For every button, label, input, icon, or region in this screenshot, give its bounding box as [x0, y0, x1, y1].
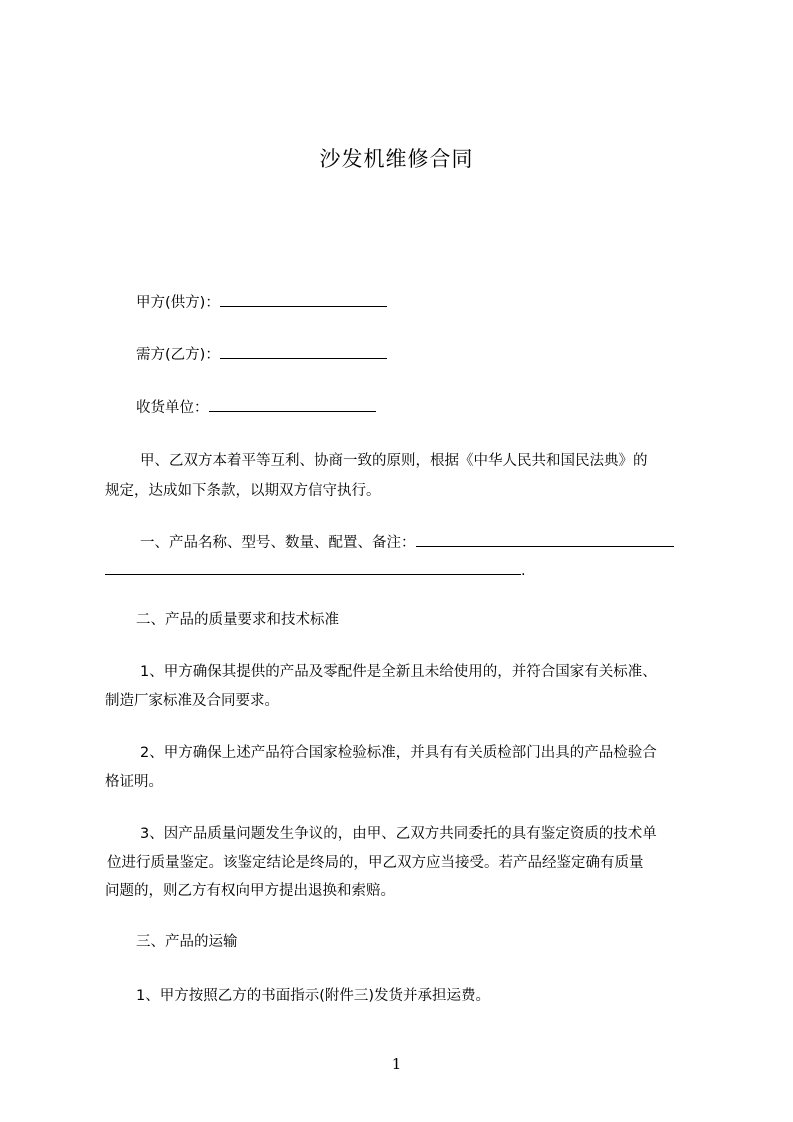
s3-item-1: 1、甲方按照乙方的书面指示(附件三)发货并承担运费。	[136, 988, 491, 1004]
party-a-field	[136, 292, 387, 313]
section-1-heading	[140, 532, 674, 553]
section-1-label: 一、产品名称、型号、数量、配置、备注：	[140, 535, 416, 551]
s2-item-1-line-2: 制造厂家标准及合同要求。	[105, 693, 279, 709]
s2-item-3-line-3: 问题的，则乙方有权向甲方提出退换和索赔。	[105, 883, 395, 899]
party-b-field	[136, 344, 387, 365]
receiver-label: 收货单位：	[136, 400, 209, 416]
page-number: 1	[391, 1055, 402, 1073]
party-b-label: 需方(乙方)：	[136, 347, 220, 363]
section-1-continuation	[105, 560, 526, 581]
s2-item-3-line-2: 位进行质量鉴定。该鉴定结论是终局的，甲乙双方应当接受。若产品经鉴定确有质量	[107, 855, 644, 871]
s2-item-2-line-1: 2、甲方确保上述产品符合国家检验标准，并具有有关质检部门出具的产品检验合	[140, 745, 657, 761]
s2-item-3-line-1: 3、因产品质量问题发生争议的，由甲、乙双方共同委托的具有鉴定资质的技术单	[140, 826, 657, 842]
party-b-blank	[220, 344, 387, 359]
receiver-field	[136, 397, 376, 418]
intro-line-2: 规定，达成如下条款，以期双方信守执行。	[105, 483, 381, 499]
party-a-blank	[220, 292, 387, 307]
receiver-blank	[209, 397, 376, 412]
s2-item-2-line-2: 格证明。	[105, 774, 163, 790]
section-2-heading: 二、产品的质量要求和技术标准	[136, 612, 339, 628]
section-1-blank-a	[416, 532, 674, 547]
party-a-label: 甲方(供方)：	[136, 295, 220, 311]
section-3-heading: 三、产品的运输	[136, 934, 238, 950]
document-title: 沙发机维修合同	[319, 147, 474, 171]
section-1-blank-b	[105, 560, 521, 575]
section-1-end: .	[521, 563, 526, 579]
s2-item-1-line-1: 1、甲方确保其提供的产品及零配件是全新且未给使用的，并符合国家有关标准、	[140, 664, 657, 680]
intro-line-1: 甲、乙双方本着平等互利、协商一致的原则，根据《中华人民共和国民法典》的	[140, 453, 648, 469]
